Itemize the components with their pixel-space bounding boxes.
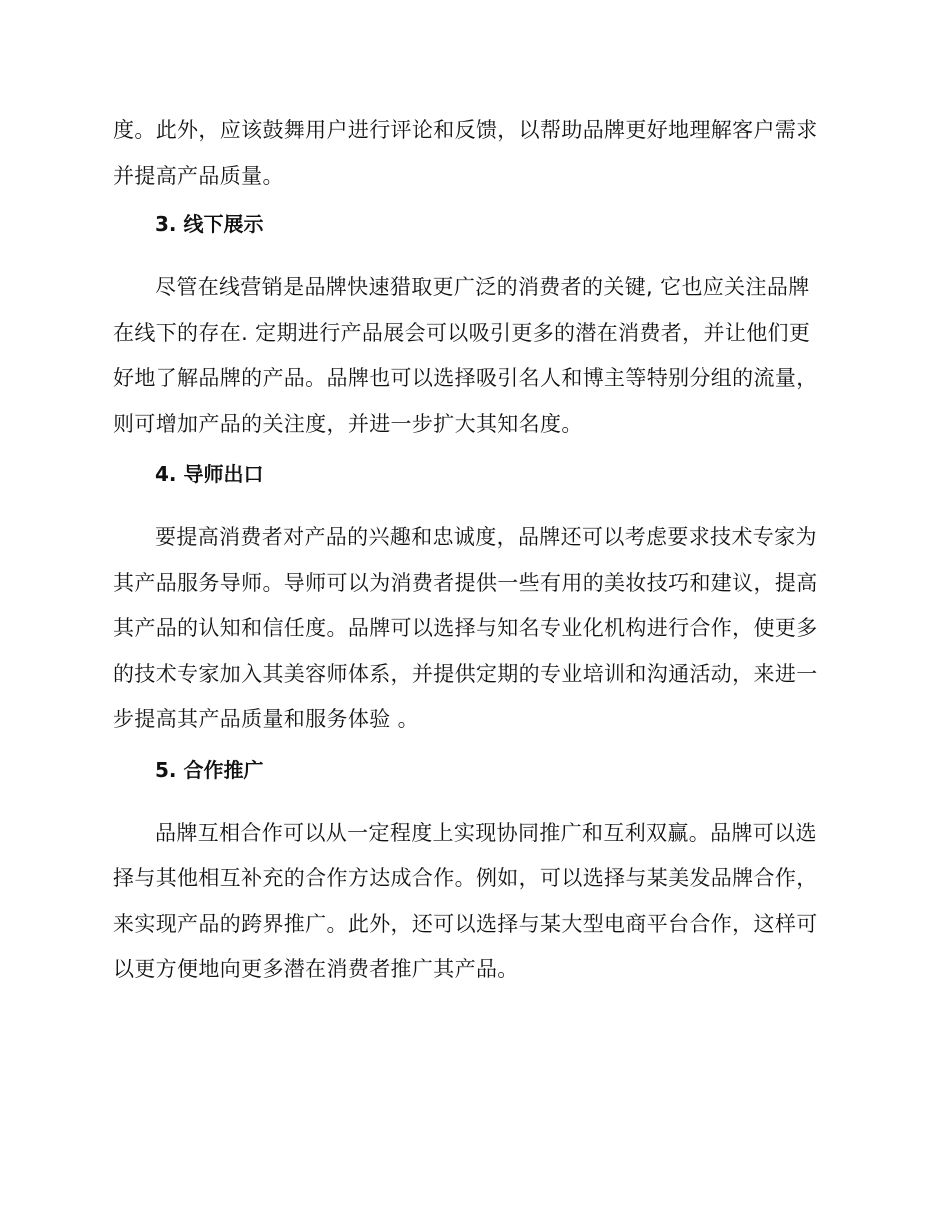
paragraph-line: 尽管在线营销是品牌快速猎取更广泛的消费者的关键, 它也应关注品牌 [155,275,810,299]
section-paragraph-mentor-outlet [113,515,838,743]
paragraph-line: 品牌互相合作可以从一定程度上实现协同推广和互利双赢。品牌可以选 [155,820,817,845]
paragraph-line: 的技术专家加入其美容师体系，并提供定期的专业培训和沟通活动，来进一 [113,661,818,686]
section-heading-mentor-outlet: 4. 导师出口 [155,462,264,486]
paragraph-line: 在线下的存在. 定期进行产品展会可以吸引更多的潜在消费者，并让他们更 [113,320,811,345]
document-page [113,108,838,993]
paragraph-line: 并提高产品质量。 [113,163,284,188]
paragraph-line: 要提高消费者对产品的兴趣和忠诚度，品牌还可以考虑要求技术专家为 [155,525,817,549]
intro-paragraph [113,108,838,199]
paragraph-line: 以更方便地向更多潜在消费者推广其产品。 [113,957,519,981]
paragraph-line: 其产品的认知和信任度。品牌可以选择与知名专业化机构进行合作，使更多 [113,616,818,640]
paragraph-line: 来实现产品的跨界推广。此外，还可以选择与某大型电商平台合作，这样可 [113,911,818,936]
paragraph-line: 其产品服务导师。导师可以为消费者提供一些有用的美妆技巧和建议，提高 [113,570,818,595]
paragraph-line: 择与其他相互补充的合作方达成合作。例如，可以选择与某美发品牌合作， [113,866,818,890]
paragraph-line: 好地了解品牌的产品。品牌也可以选择吸引名人和博主等特别分组的流量， [113,366,818,390]
section-paragraph-offline-display [113,265,838,447]
paragraph-line: 度。此外，应该鼓舞用户进行评论和反馈，以帮助品牌更好地理解客户需求 [113,118,818,142]
paragraph-line: 则可增加产品的关注度，并进一步扩大其知名度。 [113,411,583,436]
section-heading-offline-display: 3. 线下展示 [155,212,264,236]
section-paragraph-cooperative-promotion [113,811,838,993]
paragraph-line: 步提高其产品质量和服务体验 。 [113,707,419,731]
section-heading-cooperative-promotion: 5. 合作推广 [155,757,264,782]
